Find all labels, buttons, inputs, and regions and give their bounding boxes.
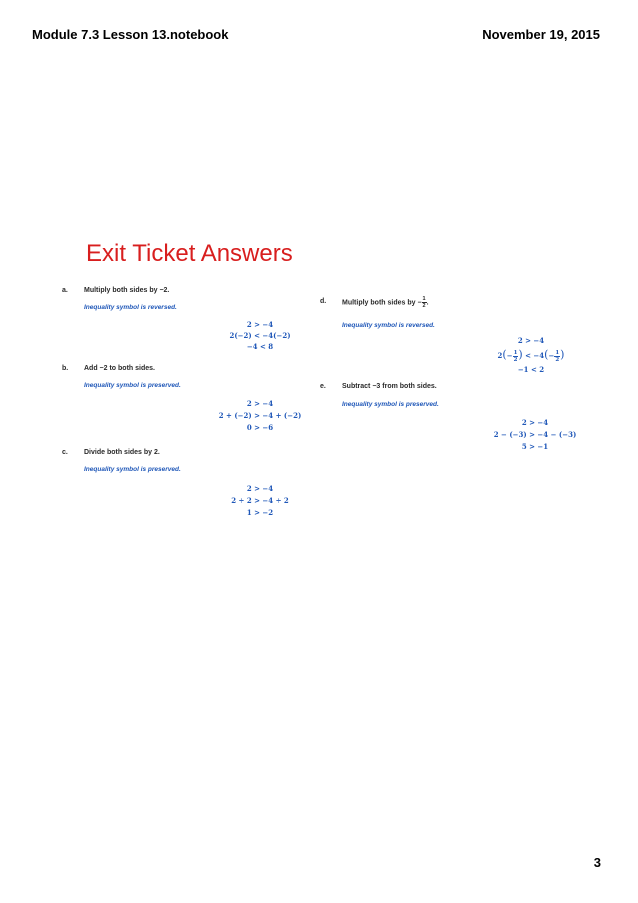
answer-d bbox=[320, 298, 580, 380]
page-title: Exit Ticket Answers bbox=[86, 240, 293, 267]
answer-b-line-1: 2 > −4 bbox=[246, 399, 274, 408]
paren-open: ( bbox=[502, 348, 507, 361]
line-sign: − bbox=[506, 351, 513, 360]
answer-e bbox=[320, 383, 580, 458]
answer-a-line-1: 2 > −4 bbox=[246, 320, 274, 329]
header-filename: Module 7.3 Lesson 13.notebook bbox=[32, 27, 229, 42]
answer-c-work bbox=[220, 483, 300, 519]
answer-e-letter: e. bbox=[320, 383, 326, 390]
answer-a-line-3: −4 < 8 bbox=[246, 342, 274, 351]
answer-c-instruction: Divide both sides by 2. bbox=[84, 449, 160, 456]
answer-e-note: Inequality symbol is preserved. bbox=[342, 401, 439, 408]
answer-c-letter: c. bbox=[62, 449, 68, 456]
fraction-denominator: 2 bbox=[422, 303, 426, 309]
answer-d-instruction-text: Multiply both sides by − bbox=[342, 299, 422, 307]
answer-e-line-1: 2 > −4 bbox=[521, 418, 549, 427]
header-date: November 19, 2015 bbox=[482, 27, 600, 42]
fraction-numerator: 1 bbox=[422, 296, 426, 302]
answer-e-work bbox=[482, 417, 588, 453]
answer-e-instruction: Subtract −3 from both sides. bbox=[342, 383, 437, 390]
answer-b-line-3: 0 > −6 bbox=[246, 423, 274, 432]
fraction-numerator: 1 bbox=[555, 349, 560, 356]
fraction-denominator: 2 bbox=[555, 356, 560, 363]
paren-close: ) bbox=[518, 348, 523, 361]
answer-d-instruction bbox=[342, 296, 429, 309]
fraction-denominator: 2 bbox=[513, 356, 518, 363]
answer-b-note: Inequality symbol is preserved. bbox=[84, 382, 181, 389]
answer-a-line-2: 2(−2) < −4(−2) bbox=[229, 331, 291, 340]
answer-a-note: Inequality symbol is reversed. bbox=[84, 304, 177, 311]
answer-c-line-3: 1 > −2 bbox=[246, 508, 274, 517]
line-sign: − bbox=[548, 351, 555, 360]
answer-c-line-1: 2 > −4 bbox=[246, 484, 274, 493]
line-term: < −4 bbox=[522, 351, 545, 360]
answer-c-line-2: 2 ÷ 2 > −4 ÷ 2 bbox=[231, 496, 289, 505]
answer-a-letter: a. bbox=[62, 287, 68, 294]
paren-close: ) bbox=[560, 348, 565, 361]
answer-d-instruction-suffix: . bbox=[426, 299, 429, 307]
answer-a-work bbox=[220, 319, 300, 352]
answer-d-line-1: 2 > −4 bbox=[517, 336, 545, 345]
answer-a-instruction: Multiply both sides by −2. bbox=[84, 287, 170, 294]
answer-b bbox=[62, 365, 322, 440]
answer-b-work bbox=[210, 398, 310, 434]
answer-b-line-2: 2 + (−2) > −4 + (−2) bbox=[218, 411, 302, 420]
answer-c bbox=[62, 449, 322, 524]
paren-open: ( bbox=[544, 348, 549, 361]
answer-b-instruction: Add −2 to both sides. bbox=[84, 365, 155, 372]
answer-e-line-3: 5 > −1 bbox=[521, 442, 549, 451]
fraction-numerator: 1 bbox=[513, 349, 518, 356]
line-term: 2 bbox=[497, 351, 503, 360]
answer-d-work bbox=[488, 335, 574, 376]
answer-d-line-2 bbox=[488, 347, 574, 364]
answer-d-note: Inequality symbol is reversed. bbox=[342, 322, 435, 329]
answer-d-line-3: −1 < 2 bbox=[517, 365, 545, 374]
answer-a bbox=[62, 287, 322, 357]
answer-b-letter: b. bbox=[62, 365, 69, 372]
answer-e-line-2: 2 − (−3) > −4 − (−3) bbox=[493, 430, 577, 439]
page-number: 3 bbox=[593, 855, 601, 870]
answer-d-letter: d. bbox=[320, 298, 327, 305]
answer-c-note: Inequality symbol is preserved. bbox=[84, 466, 181, 473]
